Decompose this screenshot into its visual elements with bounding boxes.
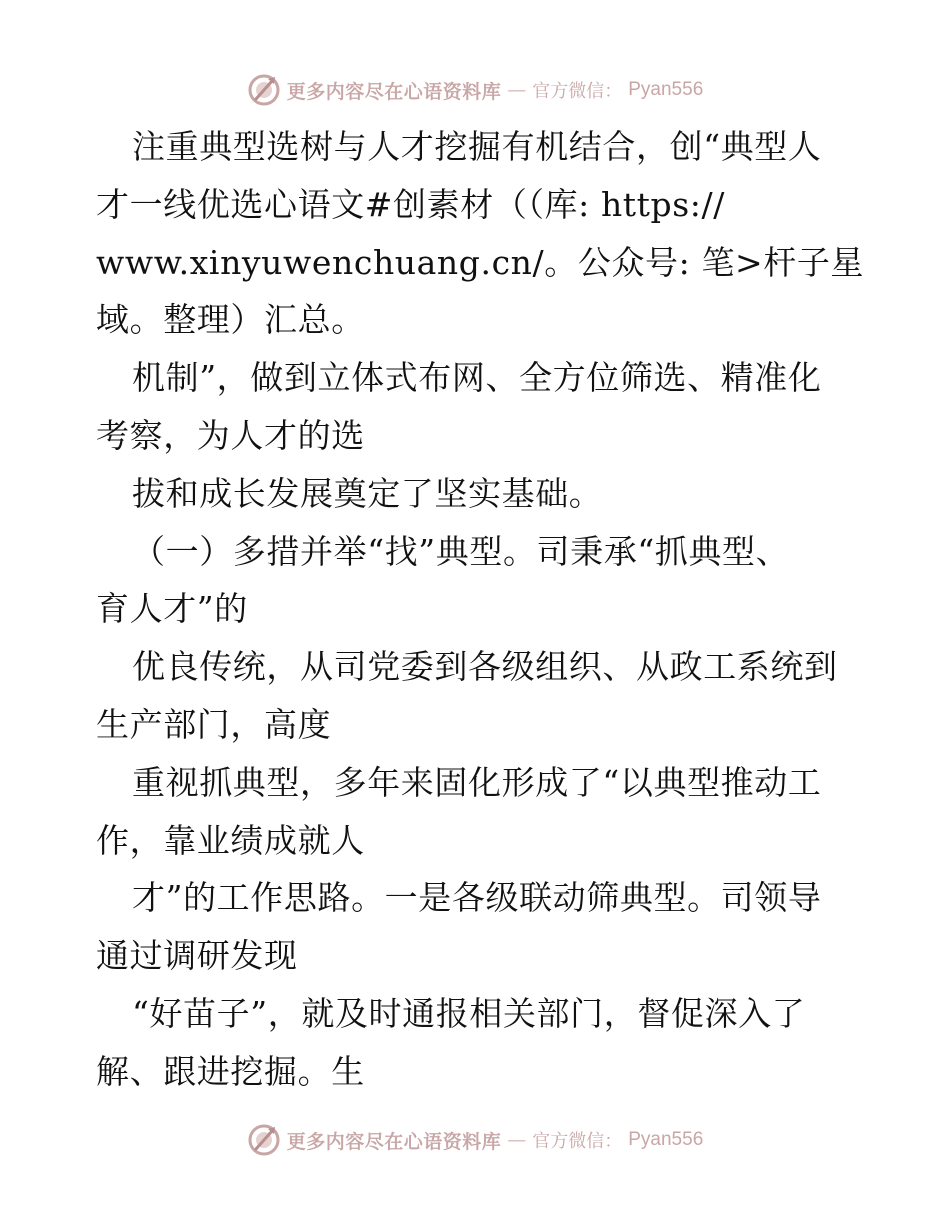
text-line: 重视抓典型，多年来固化形成了“以典型推动工: [132, 762, 822, 802]
text-line: “好苗子”，就及时通报相关部门，督促深入了: [132, 993, 806, 1033]
banner-wechat-label: 官方微信：: [532, 1131, 623, 1152]
footer-banner: [0, 1122, 950, 1158]
banner-separator: —: [507, 79, 527, 101]
text-line: 域。整理）汇总。: [96, 300, 365, 340]
text-line: 拔和成长发展奠定了坚实基础。: [132, 473, 603, 513]
header-banner: [0, 72, 950, 108]
text-line: 生产部门，高度: [96, 704, 332, 744]
text-line: 注重典型选树与人才挖掘有机结合，创“典型人: [132, 127, 822, 166]
banner-wechat-label: 官方微信：: [532, 81, 623, 102]
banner-brand: 更多内容尽在心语资料库: [286, 80, 502, 103]
text-line: 优良传统，从司党委到各级组织、从政工系统到: [132, 647, 838, 687]
seal-logo-icon: [247, 1123, 281, 1157]
text-line: 作，靠业绩成就人: [96, 820, 365, 860]
document-body: [96, 118, 865, 1101]
banner-handle: Pyan556: [628, 1129, 704, 1150]
text-line: 才一线优选心语文#创素材（（库: https://: [96, 184, 725, 224]
banner-brand: 更多内容尽在心语资料库: [286, 1130, 502, 1153]
text-line: 解、跟进挖掘。生: [96, 1051, 365, 1091]
text-line: 育人才”的: [96, 589, 248, 629]
text-line: 考察，为人才的选: [96, 415, 365, 455]
seal-logo-icon: [247, 73, 281, 107]
banner-separator: —: [507, 1129, 527, 1151]
text-line: 才”的工作思路。一是各级联动筛典型。司领导: [132, 878, 822, 918]
banner-handle: Pyan556: [628, 79, 704, 100]
text-line: 机制”，做到立体式布网、全方位筛选、精准化: [132, 358, 822, 398]
text-line: （一）多措并举“找”典型。司秉承“抓典型、: [132, 531, 790, 571]
text-line: www.xinyuwenchuang.cn/。公众号: 笔>杆子星: [96, 242, 865, 282]
text-line: 通过调研发现: [96, 936, 298, 976]
